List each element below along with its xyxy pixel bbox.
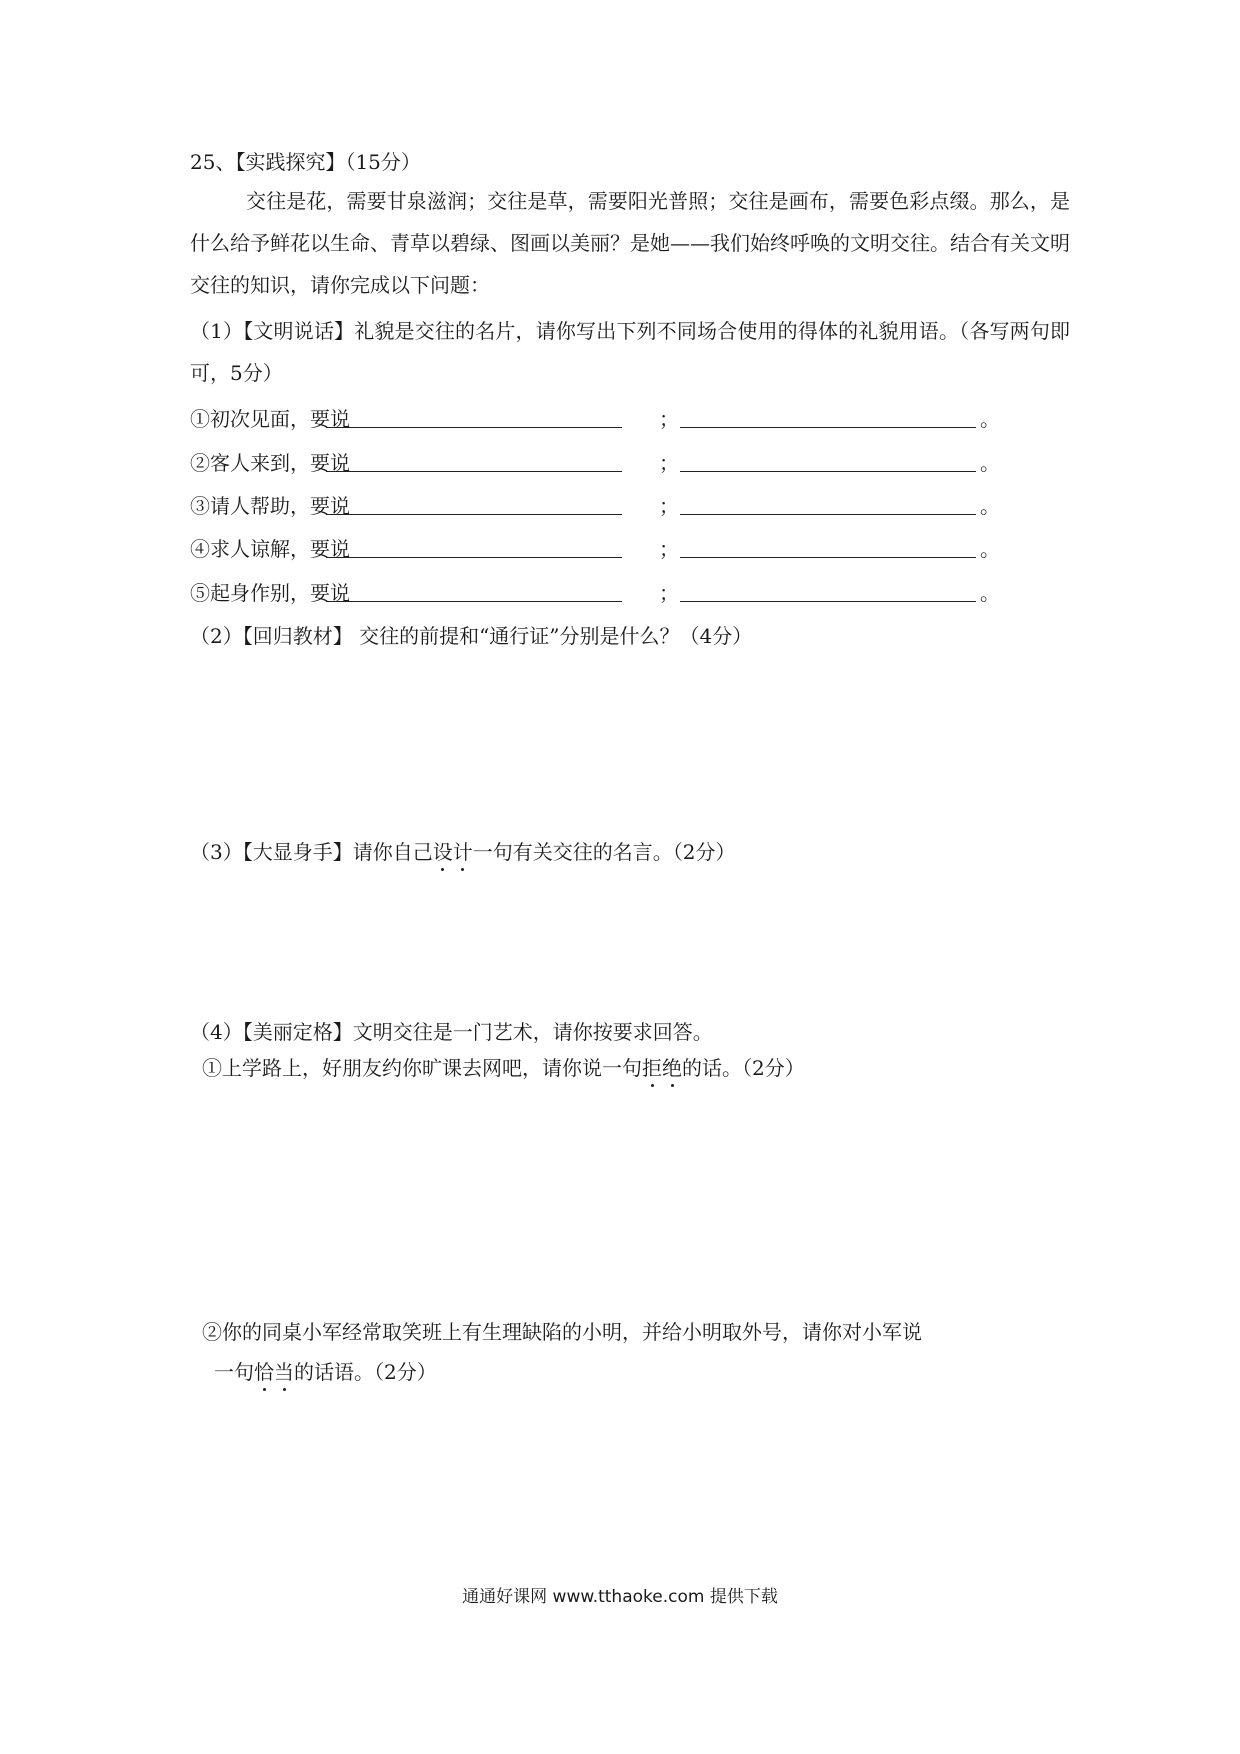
part4-sub2-line2 [214, 1356, 437, 1385]
separator: ； [659, 451, 679, 475]
period: 。 [980, 494, 1000, 518]
question-title: 25、【实践探究】（15分） [190, 150, 421, 174]
answer-blank[interactable] [326, 471, 622, 472]
answer-blank[interactable] [680, 427, 976, 428]
emphasis-char: 恰 [254, 1360, 274, 1384]
part2-answer-area[interactable] [190, 660, 1050, 820]
part1-prompt: （1）【文明说话】礼貌是交往的名片，请你写出下列不同场合使用的得体的礼貌用语。（各写两句即可，5分） [190, 319, 1070, 385]
fill-row-first-meeting [190, 402, 1010, 432]
answer-blank[interactable] [680, 557, 976, 558]
answer-blank[interactable] [680, 601, 976, 602]
answer-blank[interactable] [326, 427, 622, 428]
page-footer: 通通好课网 www.tthaoke.com 提供下载 [462, 1587, 778, 1607]
separator: ； [659, 581, 679, 605]
part4-sub1 [202, 1052, 805, 1081]
emphasis-char: 绝 [662, 1056, 682, 1080]
part3-text: （3）【大显身手】请你自己 [190, 840, 433, 864]
separator: ； [659, 494, 679, 518]
period: 。 [980, 407, 1000, 431]
part2-prompt: （2）【回归教材】 交往的前提和“通行证”分别是什么？（4分） [190, 624, 753, 648]
separator: ； [659, 407, 679, 431]
part3-answer-area[interactable] [190, 876, 1050, 1006]
part3-text: 一句有关交往的名言。（2分） [472, 840, 736, 864]
answer-blank[interactable] [326, 557, 622, 558]
answer-blank[interactable] [680, 471, 976, 472]
emphasis-char: 设 [432, 840, 453, 864]
emphasis-char: 当 [274, 1360, 294, 1384]
part4-sub2-line1: ②你的同桌小军经常取笑班上有生理缺陷的小明，并给小明取外号，请你对小军说 [202, 1320, 922, 1344]
answer-blank[interactable] [326, 514, 622, 515]
intro-paragraph: 交往是花，需要甘泉滋润；交往是草，需要阳光普照；交往是画布，需要色彩点缀。那么，是什么给予鲜花以生命、青草以碧绿、图画以美丽？是她——我们始终呼唤的文明交往。结合有关文明交往的知识，请你完成以下问题： [190, 189, 1070, 297]
fill-row-label: ②客人来到，要说 [190, 451, 350, 475]
fill-row-label: ①初次见面，要说 [190, 407, 350, 431]
period: 。 [980, 537, 1000, 561]
fill-row-label: ⑤起身作别，要说 [190, 581, 350, 605]
fill-row-ask-help [190, 489, 1010, 519]
part4-sub1-text: ①上学路上，好朋友约你旷课去网吧，请你说一句 [202, 1056, 642, 1080]
fill-row-label: ④求人谅解，要说 [190, 537, 350, 561]
part4-sub1-text: 的话。（2分） [682, 1056, 805, 1080]
answer-blank[interactable] [326, 601, 622, 602]
emphasis-char: 计 [452, 840, 473, 864]
part4-sub2-text: 的话语。（2分） [294, 1360, 437, 1384]
fill-row-guest-arrives [190, 446, 1010, 476]
separator: ； [659, 537, 679, 561]
emphasis-char: 拒 [642, 1056, 662, 1080]
fill-row-farewell [190, 576, 1010, 606]
period: 。 [980, 451, 1000, 475]
fill-row-ask-forgiveness [190, 532, 1010, 562]
part4-prompt: （4）【美丽定格】文明交往是一门艺术，请你按要求回答。 [190, 1020, 713, 1044]
part3-prompt [190, 836, 735, 865]
fill-row-label: ③请人帮助，要说 [190, 494, 350, 518]
period: 。 [980, 581, 1000, 605]
part4-sub1-answer-area[interactable] [190, 1092, 1050, 1312]
answer-blank[interactable] [680, 514, 976, 515]
part4-sub2-text: 一句 [214, 1360, 254, 1384]
